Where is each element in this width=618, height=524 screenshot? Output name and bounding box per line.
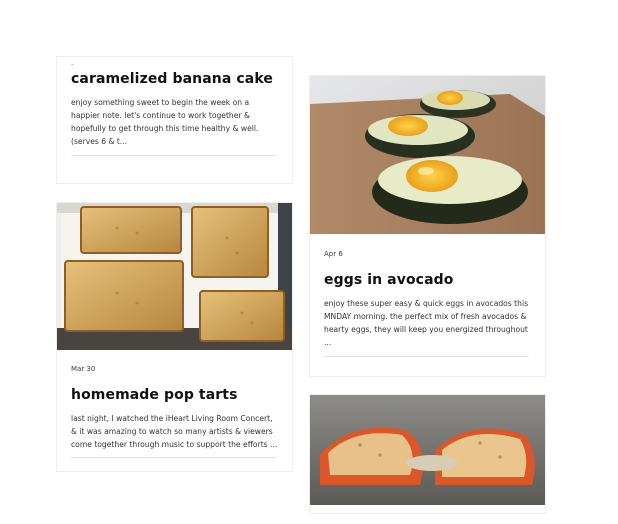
blog-feed bbox=[0, 61, 618, 463]
post-title[interactable]: eggs in avocado bbox=[324, 272, 454, 288]
post-date: Mar 30 bbox=[71, 365, 96, 373]
card-divider bbox=[71, 155, 276, 156]
post-image-next[interactable] bbox=[310, 395, 545, 505]
post-title[interactable]: homemade pop tarts bbox=[71, 387, 238, 403]
post-image-eggs-in-avocado[interactable] bbox=[310, 76, 545, 234]
card-divider bbox=[324, 356, 529, 357]
post-date: · bbox=[71, 61, 74, 69]
post-card-banana-cake[interactable] bbox=[56, 56, 293, 184]
post-card-pop-tarts[interactable] bbox=[56, 202, 293, 472]
post-title[interactable]: caramelized banana cake bbox=[71, 71, 273, 87]
post-excerpt: enjoy these super easy & quick eggs in avocados this MNDAY morning. the perfect mix of fresh avocados & hearty eggs, they will keep you energized throughout ... bbox=[324, 299, 529, 347]
post-image-pop-tarts[interactable] bbox=[57, 203, 292, 350]
card-divider bbox=[71, 457, 276, 458]
post-card-next[interactable] bbox=[309, 394, 546, 514]
post-excerpt: last night, I watched the iHeart Living Room Concert, & it was amazing to watch so many artists & viewers come together through music to support the efforts ... bbox=[71, 414, 278, 449]
post-date: Apr 6 bbox=[324, 250, 343, 258]
post-excerpt: enjoy something sweet to begin the week on a happier note. let's continue to work together & hopefully to get through this time healthy & well. (serves 6 & t... bbox=[71, 98, 259, 146]
post-card-eggs-in-avocado[interactable] bbox=[309, 75, 546, 377]
